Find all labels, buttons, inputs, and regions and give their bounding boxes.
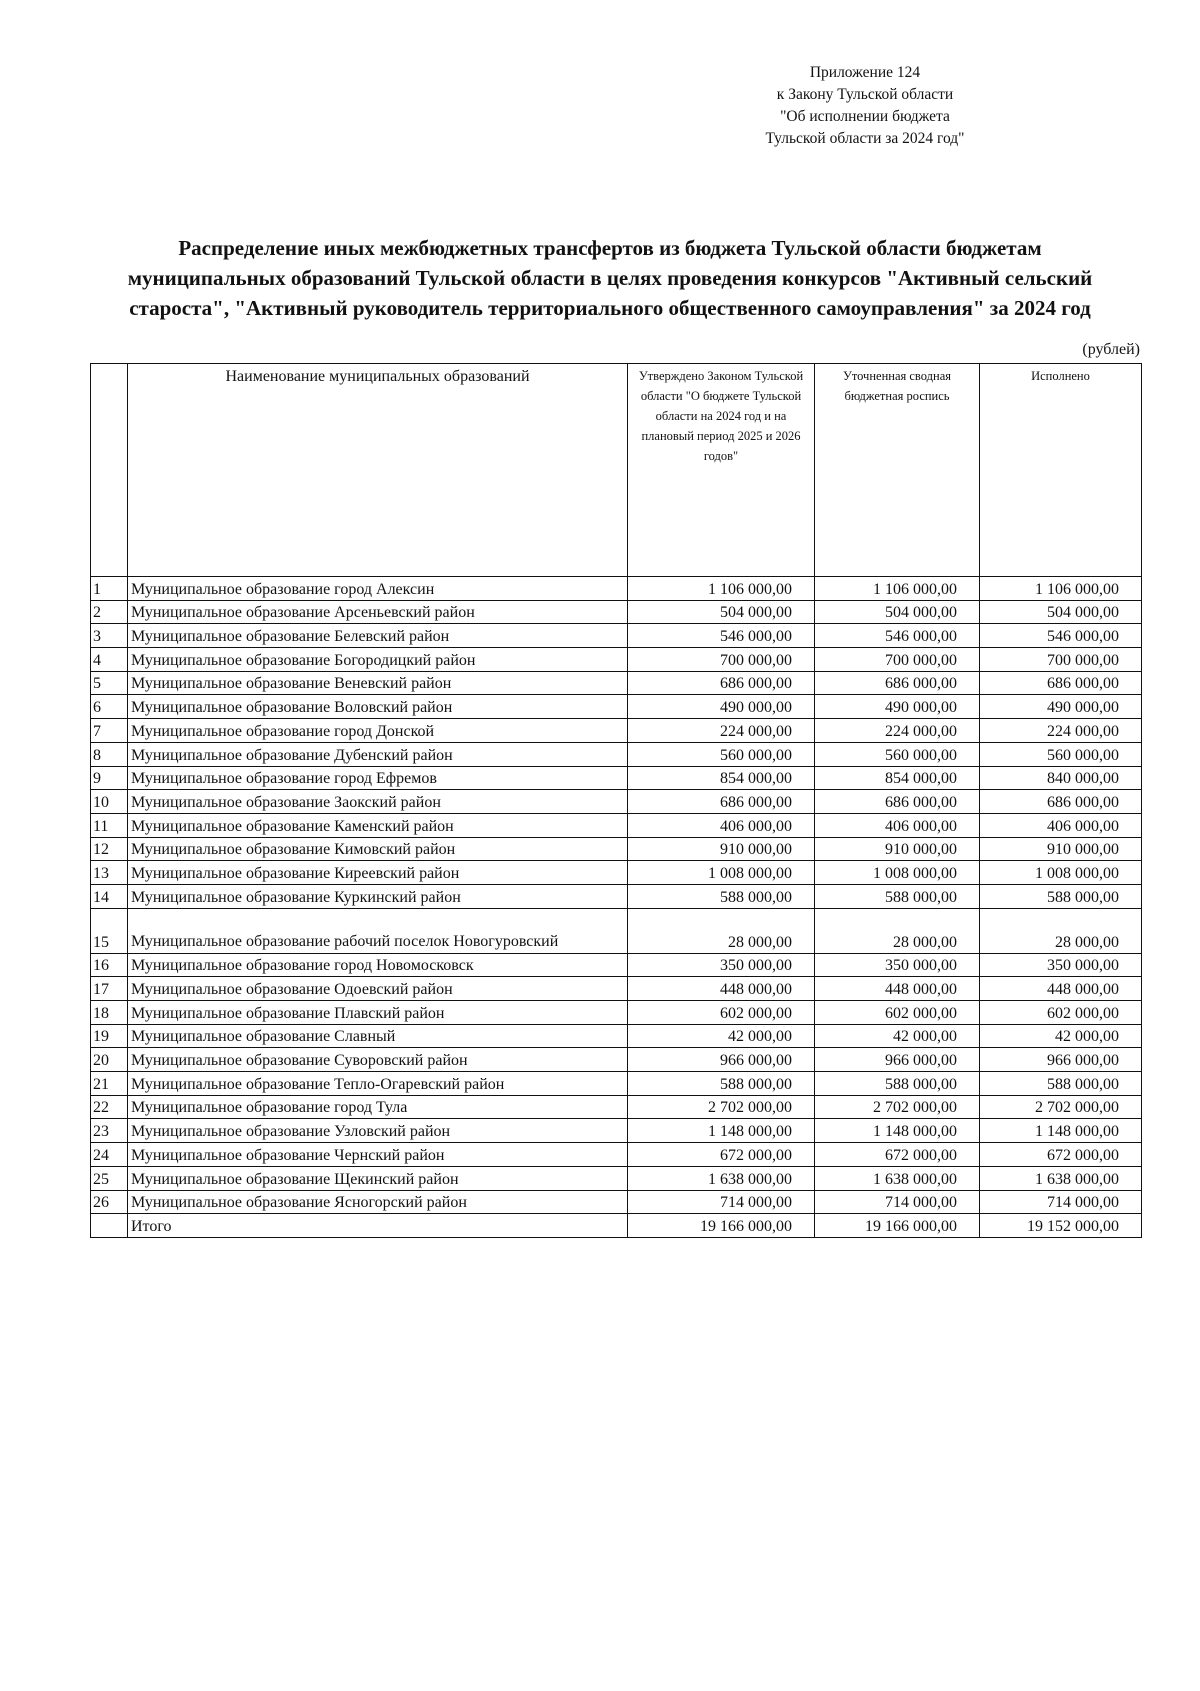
table-row [91, 953, 1142, 977]
cell-executed: 1 638 000,00 [980, 1166, 1142, 1190]
cell-refined: 42 000,00 [815, 1024, 980, 1048]
cell-executed: 910 000,00 [980, 837, 1142, 861]
cell-number: 23 [91, 1119, 128, 1143]
cell-number: 10 [91, 790, 128, 814]
cell-approved: 448 000,00 [628, 977, 815, 1001]
appendix-line: к Закону Тульской области [776, 86, 954, 103]
header-cell-number [91, 364, 128, 577]
cell-number: 3 [91, 624, 128, 648]
header-cell-executed: Исполнено [980, 364, 1142, 577]
table-row [91, 977, 1142, 1001]
cell-approved: 504 000,00 [628, 600, 815, 624]
table-row [91, 648, 1142, 672]
cell-executed: 602 000,00 [980, 1001, 1142, 1025]
cell-municipality: Муниципальное образование город Донской [128, 719, 628, 743]
cell-executed: 42 000,00 [980, 1024, 1142, 1048]
cell-approved: 1 106 000,00 [628, 577, 815, 601]
appendix-line: Приложение 124 [809, 64, 921, 81]
cell-executed: 28 000,00 [980, 908, 1142, 953]
cell-executed: 700 000,00 [980, 648, 1142, 672]
cell-refined: 1 106 000,00 [815, 577, 980, 601]
cell-executed: 448 000,00 [980, 977, 1142, 1001]
cell-refined: 19 166 000,00 [815, 1214, 980, 1238]
cell-executed: 1 148 000,00 [980, 1119, 1142, 1143]
table-row [91, 1119, 1142, 1143]
cell-number: 1 [91, 577, 128, 601]
table-row [91, 1166, 1142, 1190]
cell-refined: 1 638 000,00 [815, 1166, 980, 1190]
cell-number: 9 [91, 766, 128, 790]
table-row [91, 813, 1142, 837]
cell-refined: 1 008 000,00 [815, 861, 980, 885]
cell-approved: 700 000,00 [628, 648, 815, 672]
cell-executed: 490 000,00 [980, 695, 1142, 719]
table-row [91, 766, 1142, 790]
cell-municipality: Муниципальное образование Куркинский район [128, 884, 628, 908]
cell-municipality: Муниципальное образование Арсеньевский район [128, 600, 628, 624]
cell-number [91, 1214, 128, 1238]
table-row [91, 1001, 1142, 1025]
cell-approved: 406 000,00 [628, 813, 815, 837]
cell-executed: 840 000,00 [980, 766, 1142, 790]
units-label: (рублей) [1082, 341, 1140, 358]
cell-municipality: Муниципальное образование город Новомосковск [128, 953, 628, 977]
cell-approved: 1 638 000,00 [628, 1166, 815, 1190]
cell-municipality: Муниципальное образование Тепло-Огаревский район [128, 1072, 628, 1096]
cell-approved: 1 148 000,00 [628, 1119, 815, 1143]
appendix-reference [700, 62, 1030, 150]
cell-municipality: Муниципальное образование Щекинский район [128, 1166, 628, 1190]
table-row [91, 742, 1142, 766]
cell-executed: 686 000,00 [980, 790, 1142, 814]
cell-approved: 546 000,00 [628, 624, 815, 648]
cell-municipality: Муниципальное образование Богородицкий район [128, 648, 628, 672]
table-row [91, 671, 1142, 695]
cell-municipality: Муниципальное образование Узловский район [128, 1119, 628, 1143]
cell-number: 21 [91, 1072, 128, 1096]
cell-executed: 588 000,00 [980, 884, 1142, 908]
cell-executed: 2 702 000,00 [980, 1095, 1142, 1119]
cell-executed: 714 000,00 [980, 1190, 1142, 1214]
cell-refined: 560 000,00 [815, 742, 980, 766]
cell-number: 2 [91, 600, 128, 624]
cell-approved: 966 000,00 [628, 1048, 815, 1072]
cell-approved: 1 008 000,00 [628, 861, 815, 885]
table-row [91, 695, 1142, 719]
cell-number: 15 [91, 908, 128, 953]
cell-municipality: Итого [128, 1214, 628, 1238]
cell-refined: 700 000,00 [815, 648, 980, 672]
cell-approved: 2 702 000,00 [628, 1095, 815, 1119]
cell-number: 5 [91, 671, 128, 695]
cell-refined: 546 000,00 [815, 624, 980, 648]
cell-approved: 672 000,00 [628, 1143, 815, 1167]
cell-municipality: Муниципальное образование город Алексин [128, 577, 628, 601]
table-total-row [91, 1214, 1142, 1238]
table-row [91, 600, 1142, 624]
cell-number: 8 [91, 742, 128, 766]
cell-refined: 854 000,00 [815, 766, 980, 790]
cell-refined: 910 000,00 [815, 837, 980, 861]
cell-number: 26 [91, 1190, 128, 1214]
cell-municipality: Муниципальное образование Белевский район [128, 624, 628, 648]
cell-municipality: Муниципальное образование Чернский район [128, 1143, 628, 1167]
cell-approved: 490 000,00 [628, 695, 815, 719]
cell-approved: 686 000,00 [628, 790, 815, 814]
table-row [91, 1095, 1142, 1119]
cell-municipality: Муниципальное образование Одоевский район [128, 977, 628, 1001]
cell-municipality: Муниципальное образование Суворовский район [128, 1048, 628, 1072]
cell-municipality: Муниципальное образование город Ефремов [128, 766, 628, 790]
table-row [91, 884, 1142, 908]
cell-refined: 686 000,00 [815, 790, 980, 814]
cell-refined: 448 000,00 [815, 977, 980, 1001]
cell-number: 17 [91, 977, 128, 1001]
cell-municipality: Муниципальное образование Славный [128, 1024, 628, 1048]
table-row [91, 1143, 1142, 1167]
cell-approved: 602 000,00 [628, 1001, 815, 1025]
cell-municipality: Муниципальное образование Веневский район [128, 671, 628, 695]
cell-executed: 966 000,00 [980, 1048, 1142, 1072]
cell-refined: 1 148 000,00 [815, 1119, 980, 1143]
cell-refined: 588 000,00 [815, 884, 980, 908]
cell-number: 14 [91, 884, 128, 908]
cell-number: 11 [91, 813, 128, 837]
title-line: Распределение иных межбюджетных трансфертов из бюджета Тульской области бюджетам [178, 236, 1042, 260]
cell-number: 20 [91, 1048, 128, 1072]
cell-number: 7 [91, 719, 128, 743]
header-cell-name: Наименование муниципальных образований [128, 364, 628, 577]
cell-refined: 504 000,00 [815, 600, 980, 624]
cell-number: 16 [91, 953, 128, 977]
cell-approved: 28 000,00 [628, 908, 815, 953]
cell-approved: 588 000,00 [628, 1072, 815, 1096]
cell-municipality: Муниципальное образование рабочий поселок Новогуровский [128, 908, 628, 953]
cell-approved: 686 000,00 [628, 671, 815, 695]
cell-refined: 490 000,00 [815, 695, 980, 719]
cell-approved: 224 000,00 [628, 719, 815, 743]
cell-number: 4 [91, 648, 128, 672]
cell-municipality: Муниципальное образование Ясногорский район [128, 1190, 628, 1214]
cell-municipality: Муниципальное образование Киреевский район [128, 861, 628, 885]
table-row [91, 1072, 1142, 1096]
cell-municipality: Муниципальное образование Каменский район [128, 813, 628, 837]
transfers-table [90, 363, 1142, 1238]
cell-number: 22 [91, 1095, 128, 1119]
cell-refined: 686 000,00 [815, 671, 980, 695]
cell-executed: 560 000,00 [980, 742, 1142, 766]
cell-number: 25 [91, 1166, 128, 1190]
cell-municipality: Муниципальное образование Воловский район [128, 695, 628, 719]
header-cell-approved: Утверждено Законом Тульской области "О бюджете Тульской области на 2024 год и на плановый период 2025 и 2026 годов" [628, 364, 815, 577]
cell-executed: 1 106 000,00 [980, 577, 1142, 601]
cell-executed: 224 000,00 [980, 719, 1142, 743]
cell-municipality: Муниципальное образование Кимовский район [128, 837, 628, 861]
cell-executed: 672 000,00 [980, 1143, 1142, 1167]
cell-approved: 714 000,00 [628, 1190, 815, 1214]
cell-executed: 19 152 000,00 [980, 1214, 1142, 1238]
cell-refined: 714 000,00 [815, 1190, 980, 1214]
table-row [91, 1024, 1142, 1048]
table-row [91, 837, 1142, 861]
cell-refined: 28 000,00 [815, 908, 980, 953]
table-row [91, 624, 1142, 648]
cell-executed: 588 000,00 [980, 1072, 1142, 1096]
cell-municipality: Муниципальное образование Плавский район [128, 1001, 628, 1025]
cell-number: 24 [91, 1143, 128, 1167]
title-line: староста", "Активный руководитель территориального общественного самоуправления" за 2024 год [129, 296, 1091, 320]
cell-executed: 686 000,00 [980, 671, 1142, 695]
cell-refined: 350 000,00 [815, 953, 980, 977]
cell-number: 18 [91, 1001, 128, 1025]
cell-approved: 910 000,00 [628, 837, 815, 861]
cell-municipality: Муниципальное образование Заокский район [128, 790, 628, 814]
table-row [91, 790, 1142, 814]
table-row [91, 908, 1142, 953]
cell-refined: 966 000,00 [815, 1048, 980, 1072]
cell-number: 13 [91, 861, 128, 885]
table-row [91, 577, 1142, 601]
cell-refined: 224 000,00 [815, 719, 980, 743]
table-row [91, 861, 1142, 885]
appendix-line: Тульской области за 2024 год" [765, 130, 965, 147]
cell-refined: 406 000,00 [815, 813, 980, 837]
cell-executed: 350 000,00 [980, 953, 1142, 977]
table-body [91, 364, 1142, 1238]
table-header-row [91, 364, 1142, 577]
header-cell-refined: Уточненная сводная бюджетная роспись [815, 364, 980, 577]
cell-number: 6 [91, 695, 128, 719]
cell-approved: 42 000,00 [628, 1024, 815, 1048]
title-line: муниципальных образований Тульской области в целях проведения конкурсов "Активный сельский [127, 266, 1093, 290]
cell-refined: 2 702 000,00 [815, 1095, 980, 1119]
cell-approved: 854 000,00 [628, 766, 815, 790]
cell-refined: 588 000,00 [815, 1072, 980, 1096]
table-row [91, 1190, 1142, 1214]
cell-municipality: Муниципальное образование город Тула [128, 1095, 628, 1119]
cell-approved: 19 166 000,00 [628, 1214, 815, 1238]
cell-refined: 602 000,00 [815, 1001, 980, 1025]
cell-approved: 350 000,00 [628, 953, 815, 977]
cell-approved: 588 000,00 [628, 884, 815, 908]
cell-municipality: Муниципальное образование Дубенский район [128, 742, 628, 766]
cell-number: 19 [91, 1024, 128, 1048]
cell-executed: 1 008 000,00 [980, 861, 1142, 885]
appendix-line: "Об исполнении бюджета [780, 108, 950, 125]
table-row [91, 719, 1142, 743]
table-row [91, 1048, 1142, 1072]
cell-number: 12 [91, 837, 128, 861]
cell-executed: 406 000,00 [980, 813, 1142, 837]
cell-approved: 560 000,00 [628, 742, 815, 766]
cell-executed: 504 000,00 [980, 600, 1142, 624]
cell-executed: 546 000,00 [980, 624, 1142, 648]
document-title [80, 233, 1140, 323]
cell-refined: 672 000,00 [815, 1143, 980, 1167]
